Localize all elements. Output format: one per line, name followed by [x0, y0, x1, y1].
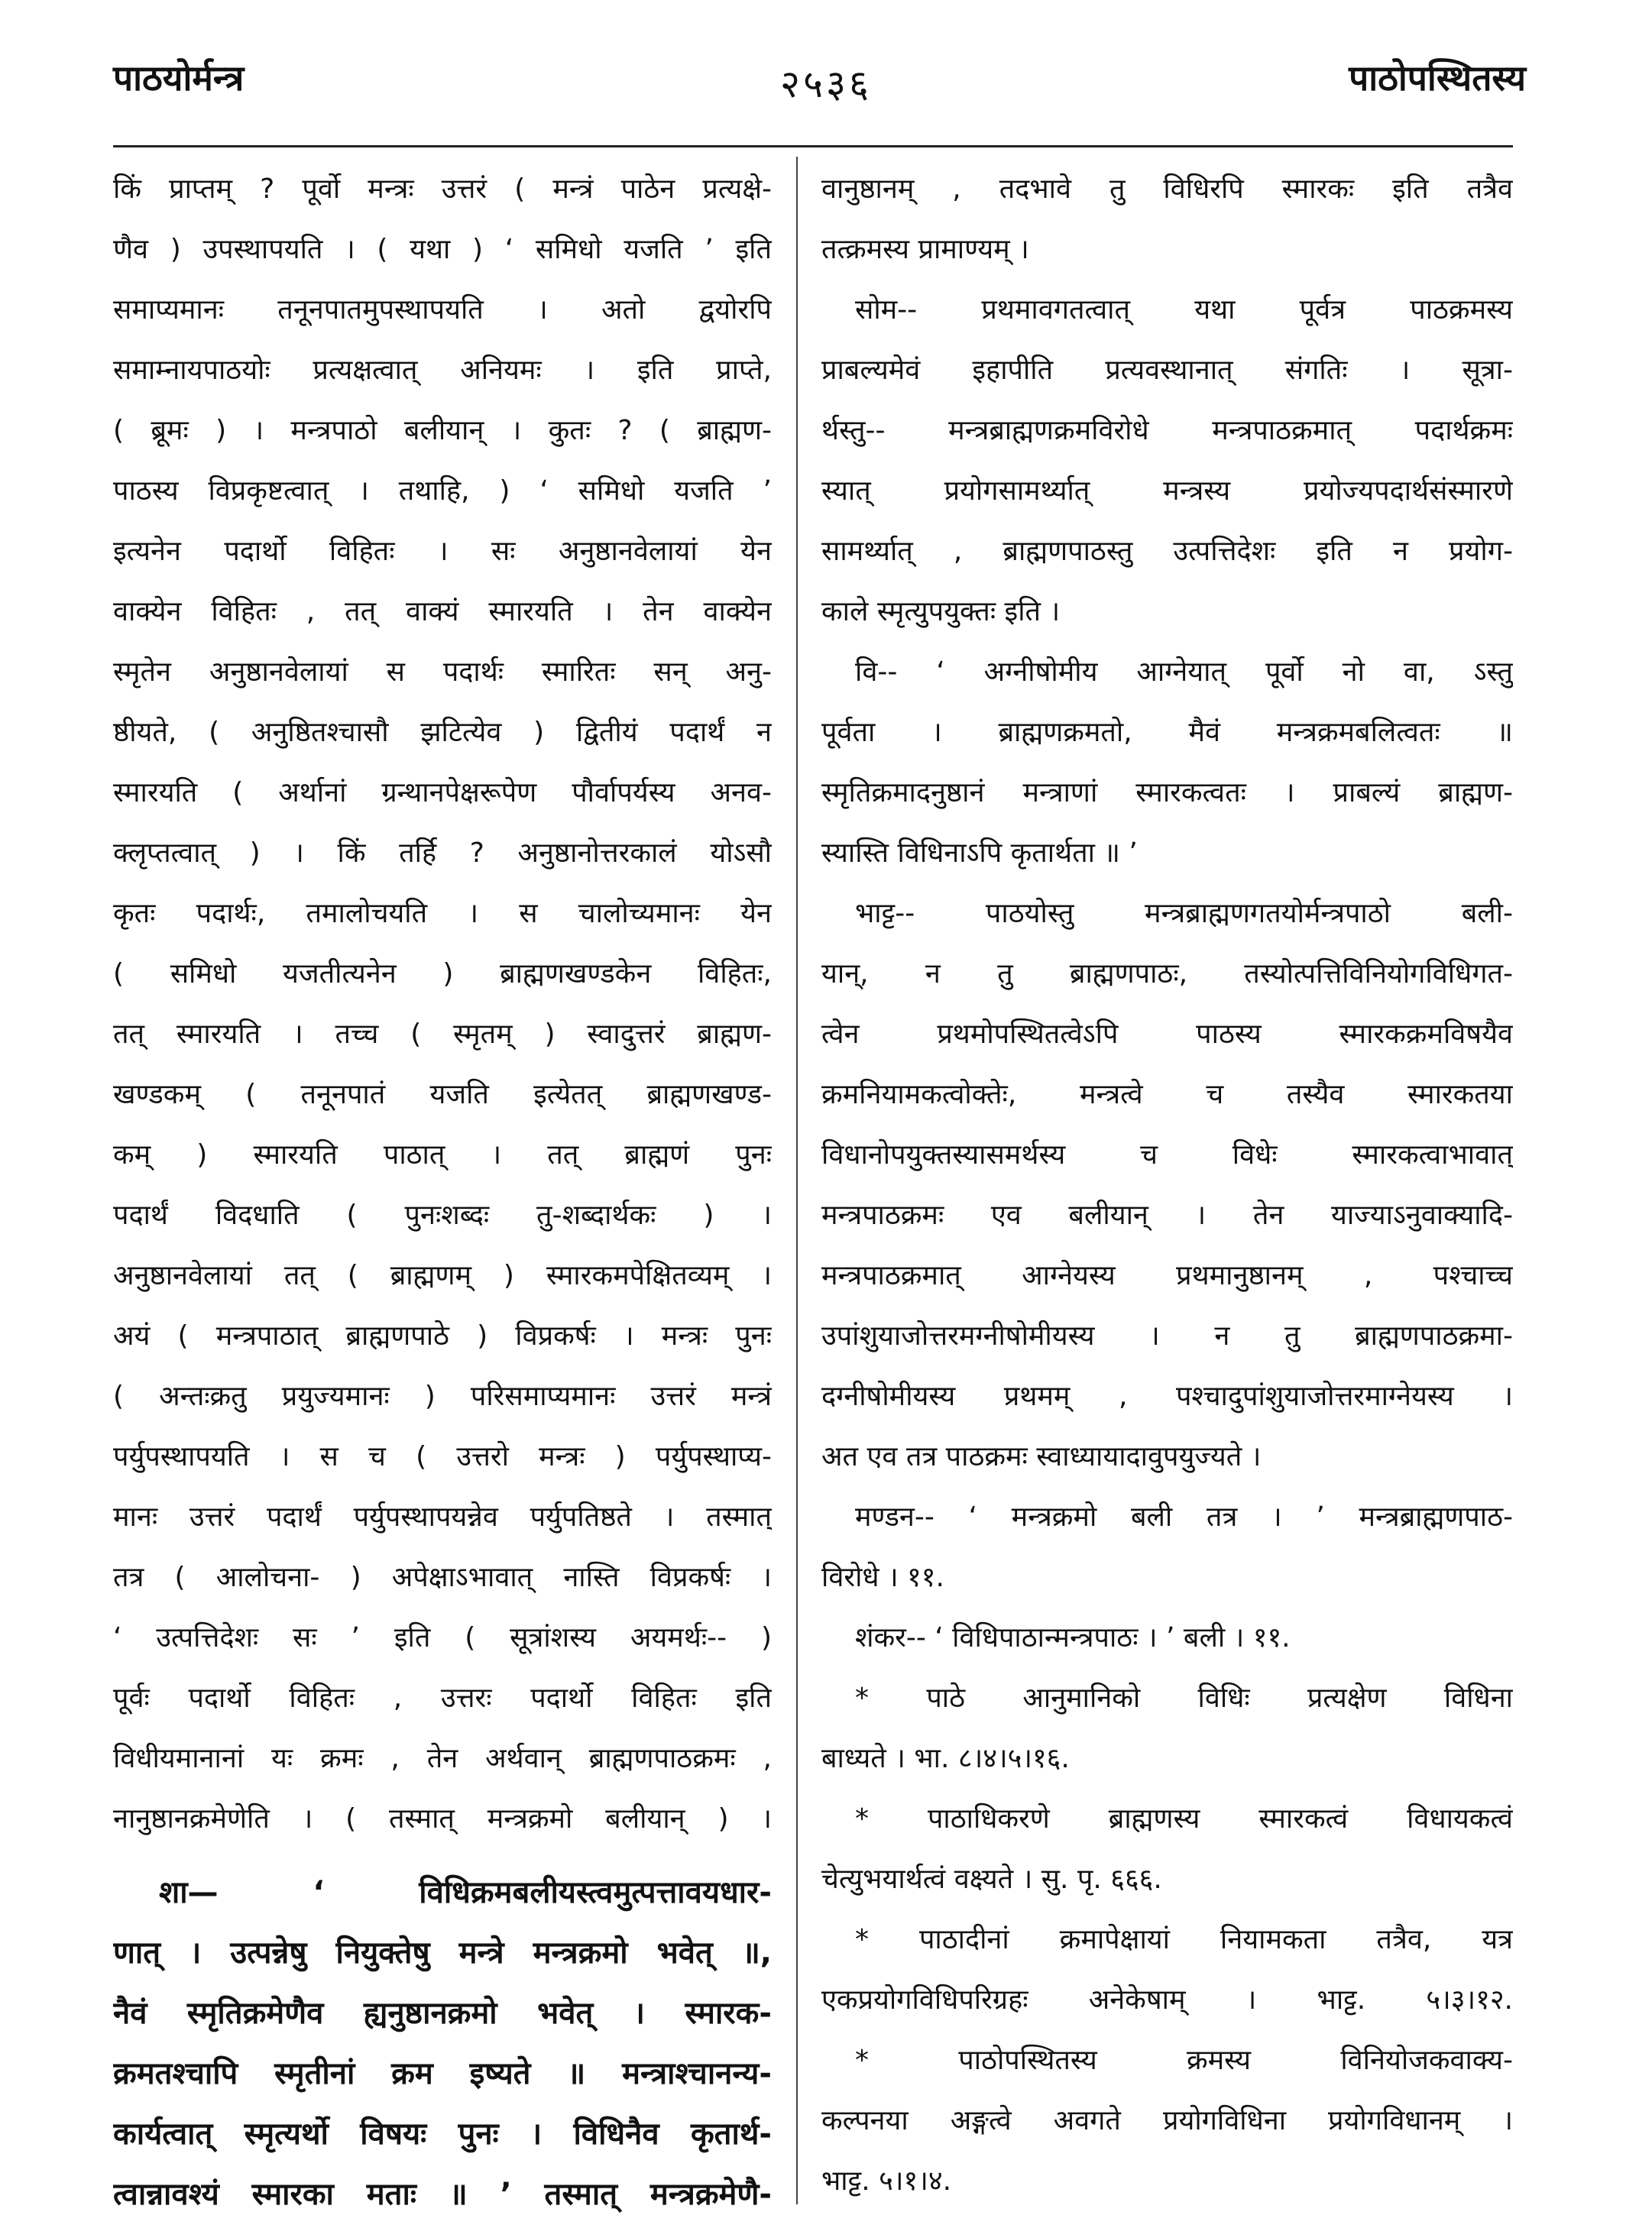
column-divider [796, 157, 798, 2204]
cross-reference-line: एकप्रयोगविधिपरिग्रहः अनेकेषाम् । भाट्ट. ५।३।१२. [821, 1984, 1513, 2016]
text-line: उपांशुयाजोत्तरमग्नीषोमीयस्य । न तु ब्राह्मणपाठक्रमा- [821, 1320, 1513, 1352]
text-line: ष्ठीयते, ( अनुष्ठितश्चासौ झटित्येव ) द्वितीयं पदार्थं न [113, 717, 772, 748]
page-number: २५३६ [780, 62, 872, 106]
cross-reference-line: चेत्युभयार्थत्वं वक्ष्यते । सु. पृ. ६६६. [821, 1864, 1162, 1895]
cross-reference-line: * पाठाधिकरणे ब्राह्मणस्य स्मारकत्वं विधायकत्वं [855, 1803, 1513, 1835]
text-line: वानुष्ठानम् , तदभावे तु विधिरपि स्मारकः इति तत्रैव [821, 173, 1513, 205]
text-line: र्थस्तु-- मन्त्रब्राह्मणक्रमविरोधे मन्त्रपाठक्रमात् पदार्थक्रमः [821, 415, 1513, 446]
verse-line: णात् । उत्पन्नेषु नियुक्तेषु मन्त्रे मन्त्रक्रमो भवेत् ॥, [113, 1935, 772, 1971]
text-line: णैव ) उपस्थापयति । ( यथा ) ‘ समिधो यजति ’ इति [113, 234, 772, 265]
text-line: स्यास्ति विधिनाऽपि कृतार्थता ॥ ’ [821, 837, 1138, 869]
verse-line: नैवं स्मृतिक्रमेणैव ह्यनुष्ठानक्रमो भवेत् । स्मारक- [113, 1996, 772, 2031]
text-line: क्लृप्तत्वात् ) । किं तर्हि ? अनुष्ठानोत्तरकालं योऽसौ [113, 837, 772, 869]
text-line: सामर्थ्यात् , ब्राह्मणपाठस्तु उत्पत्तिदेशः इति न प्रयोग- [821, 536, 1513, 567]
text-line: वाक्येन विहितः , तत् वाक्यं स्मारयति । तेन वाक्येन [113, 596, 772, 627]
cross-reference-line: * पाठोपस्थितस्य क्रमस्य विनियोजकवाक्य- [855, 2045, 1513, 2076]
text-line: विरोधे । ११. [821, 1562, 944, 1593]
text-line: ( अन्तःक्रतु प्रयुज्यमानः ) परिसमाप्यमानः उत्तरं मन्त्रं [113, 1381, 772, 1412]
header-left-keyword: पाठयोर्मन्त्र [113, 57, 245, 99]
text-line: काले स्मृत्युपयुक्तः इति । [821, 596, 1061, 627]
text-line: पर्युपस्थापयति । स च ( उत्तरो मन्त्रः ) पर्युपस्थाप्य- [113, 1441, 772, 1472]
text-line: खण्डकम् ( तनूनपातं यजति इत्येतत् ब्राह्मणखण्ड- [113, 1079, 772, 1110]
text-line: शंकर-- ‘ विधिपाठान्मन्त्रपाठः । ’ बली । ११. [855, 1622, 1291, 1653]
text-line: मन्त्रपाठक्रमात् आग्नेयस्य प्रथमानुष्ठानम् , पश्चाच्च [821, 1260, 1513, 1291]
text-line: समाप्यमानः तनूनपातमुपस्थापयति । अतो द्वयोरपि [113, 294, 772, 325]
text-line: पूर्वः पदार्थो विहितः , उत्तरः पदार्थो विहितः इति [113, 1683, 772, 1714]
text-line: ( ब्रूमः ) । मन्त्रपाठो बलीयान् । कुतः ? ( ब्राह्मण- [113, 415, 772, 446]
text-line: ( समिधो यजतीत्यनेन ) ब्राह्मणखण्डकेन विहितः, [113, 958, 772, 989]
text-line: कृतः पदार्थः, तमालोचयति । स चालोच्यमानः येन [113, 898, 772, 929]
text-line: नानुष्ठानक्रमेणेति । ( तस्मात् मन्त्रक्रमो बलीयान् ) । [113, 1803, 772, 1835]
text-line: ‘ उत्पत्तिदेशः सः ’ इति ( सूत्रांशस्य अयमर्थः-- ) [113, 1622, 772, 1653]
text-line: अयं ( मन्त्रपाठात् ब्राह्मणपाठे ) विप्रकर्षः । मन्त्रः पुनः [113, 1320, 772, 1352]
text-line: पाठस्य विप्रकृष्टत्वात् । तथाहि, ) ‘ समिधो यजति ’ [113, 475, 772, 507]
cross-reference-line: बाध्यते । भा. ८।४।५।१६. [821, 1743, 1070, 1774]
text-line: विधीयमानानां यः क्रमः , तेन अर्थवान् ब्राह्मणपाठक्रमः , [113, 1743, 772, 1774]
cross-reference-line: * पाठे आनुमानिको विधिः प्रत्यक्षेण विधिना [855, 1683, 1513, 1714]
text-line: त्वेन प्रथमोपस्थितत्वेऽपि पाठस्य स्मारकक्रमविषयैव [821, 1019, 1513, 1050]
cross-reference-line: भाट्ट. ५।१।४. [821, 2165, 952, 2197]
text-line: मण्डन-- ‘ मन्त्रक्रमो बली तत्र । ’ मन्त्रब्राह्मणपाठ- [855, 1501, 1513, 1533]
text-line: सोम-- प्रथमावगतत्वात् यथा पूर्वत्र पाठक्रमस्य [855, 294, 1513, 325]
header-right-keyword: पाठोपस्थितस्य [1349, 57, 1526, 99]
verse-line: शा— ‘ विधिक्रमबलीयस्त्वमुत्पत्तावयधार- [159, 1875, 772, 1910]
text-line: पदार्थं विदधाति ( पुनःशब्दः तु-शब्दार्थकः ) । [113, 1200, 772, 1231]
verse-line: कार्यत्वात् स्मृत्यर्थो विषयः पुनः । विधिनैव कृतार्थ- [113, 2117, 772, 2152]
text-line: कम् ) स्मारयति पाठात् । तत् ब्राह्मणं पुनः [113, 1139, 772, 1171]
text-line: मन्त्रपाठक्रमः एव बलीयान् । तेन याज्याऽनुवाक्यादि- [821, 1200, 1513, 1231]
cross-reference-line: कल्पनया अङ्गत्वे अवगते प्रयोगविधिना प्रयोगविधानम् । [821, 2105, 1513, 2136]
verse-line: त्वान्नावश्यं स्मारका मताः ॥ ’ तस्मात् मन्त्रक्रमेणै- [113, 2177, 772, 2212]
text-line: वि-- ‘ अग्नीषोमीय आग्नेयात् पूर्वो नो वा, ऽस्तु [855, 656, 1513, 688]
text-line: स्मारयति ( अर्थानां ग्रन्थानपेक्षरूपेण पौर्वापर्यस्य अनव- [113, 777, 772, 808]
text-line: पूर्वता । ब्राह्मणक्रमतो, मैवं मन्त्रक्रमबलित्वतः ॥ [821, 717, 1513, 748]
text-line: तत्क्रमस्य प्रामाण्यम् । [821, 234, 1029, 265]
header-rule [113, 145, 1513, 147]
text-line: क्रमनियामकत्वोक्तेः, मन्त्रत्वे च तस्यैव स्मारकतया [821, 1079, 1513, 1110]
text-line: इत्यनेन पदार्थो विहितः । सः अनुष्ठानवेलायां येन [113, 536, 772, 567]
text-line: समाम्नायपाठयोः प्रत्यक्षत्वात् अनियमः । इति प्राप्ते, [113, 355, 772, 386]
text-line: तत् स्मारयति । तच्च ( स्मृतम् ) स्वादुत्तरं ब्राह्मण- [113, 1019, 772, 1050]
text-line: स्यात् प्रयोगसामर्थ्यात् मन्त्रस्य प्रयोज्यपदार्थसंस्मारणे [821, 475, 1513, 507]
left-column [113, 159, 772, 2225]
text-line: भाट्ट-- पाठयोस्तु मन्त्रब्राह्मणगतयोर्मन्त्रपाठो बली- [855, 898, 1513, 929]
text-line: तत्र ( आलोचना- ) अपेक्षाऽभावात् नास्ति विप्रकर्षः । [113, 1562, 772, 1593]
text-line: किं प्राप्तम् ? पूर्वो मन्त्रः उत्तरं ( मन्त्रं पाठेन प्रत्यक्षे- [113, 173, 772, 205]
verse-line: क्रमतश्चापि स्मृतीनां क्रम इष्यते ॥ मन्त्राश्चानन्य- [113, 2056, 772, 2091]
text-line: यान्, न तु ब्राह्मणपाठः, तस्योत्पत्तिविनियोगविधिगत- [821, 958, 1513, 989]
text-line: अनुष्ठानवेलायां तत् ( ब्राह्मणम् ) स्मारकमपेक्षितव्यम् । [113, 1260, 772, 1291]
text-line: दग्नीषोमीयस्य प्रथमम् , पश्चादुपांशुयाजोत्तरमाग्नेयस्य । [821, 1381, 1513, 1412]
text-line: प्राबल्यमेवं इहापीति प्रत्यवस्थानात् संगतिः । सूत्रा- [821, 355, 1513, 386]
text-line: स्मृतेन अनुष्ठानवेलायां स पदार्थः स्मारितः सन् अनु- [113, 656, 772, 688]
text-line: स्मृतिक्रमादनुष्ठानं मन्त्राणां स्मारकत्वतः । प्राबल्यं ब्राह्मण- [821, 777, 1513, 808]
text-line: विधानोपयुक्तस्यासमर्थस्य च विधेः स्मारकत्वाभावात् [821, 1139, 1513, 1171]
cross-reference-line: * पाठादीनां क्रमापेक्षायां नियामकता तत्रैव, यत्र [855, 1924, 1513, 1955]
text-line: मानः उत्तरं पदार्थं पर्युपस्थापयन्नेव पर्युपतिष्ठते । तस्मात् [113, 1501, 772, 1533]
right-column [821, 159, 1513, 2211]
text-line: अत एव तत्र पाठक्रमः स्वाध्यायादावुपयुज्यते । [821, 1441, 1262, 1472]
